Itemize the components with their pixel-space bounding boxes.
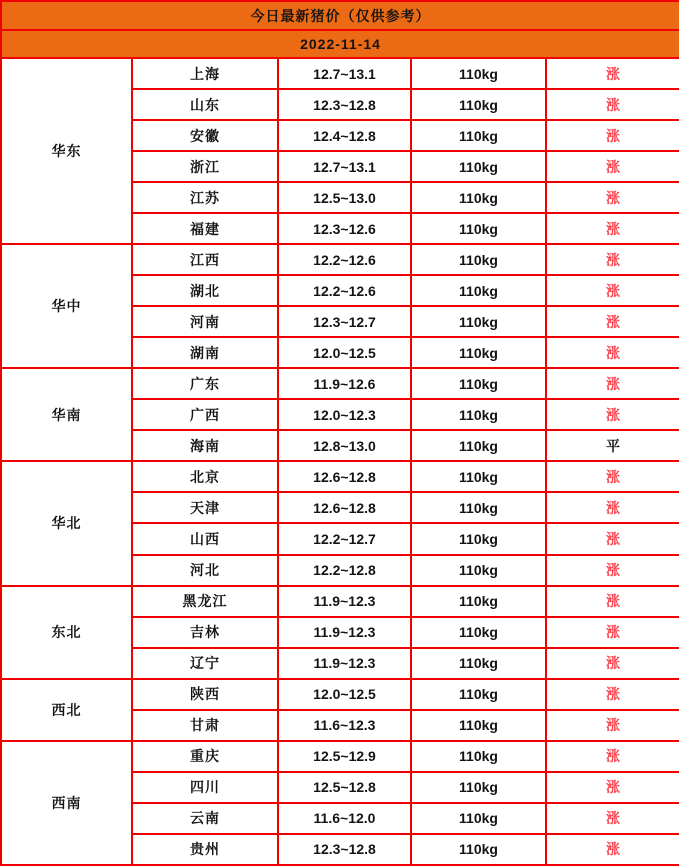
weight-cell: 110kg [411, 461, 546, 492]
province-cell: 江西 [132, 244, 278, 275]
price-range-cell: 12.0~12.5 [278, 337, 411, 368]
weight-cell: 110kg [411, 834, 546, 865]
weight-cell: 110kg [411, 399, 546, 430]
price-range-cell: 12.2~12.8 [278, 555, 411, 586]
trend-cell: 涨 [546, 368, 679, 399]
price-range-cell: 11.9~12.3 [278, 617, 411, 648]
trend-cell: 涨 [546, 120, 679, 151]
province-cell: 四川 [132, 772, 278, 803]
province-cell: 山西 [132, 523, 278, 554]
trend-cell: 涨 [546, 772, 679, 803]
price-range-cell: 12.3~12.6 [278, 213, 411, 244]
weight-cell: 110kg [411, 306, 546, 337]
price-range-cell: 12.4~12.8 [278, 120, 411, 151]
weight-cell: 110kg [411, 58, 546, 89]
trend-cell: 平 [546, 430, 679, 461]
province-cell: 上海 [132, 58, 278, 89]
province-cell: 辽宁 [132, 648, 278, 679]
province-cell: 广西 [132, 399, 278, 430]
table-row [1, 461, 679, 492]
price-range-cell: 12.7~13.1 [278, 58, 411, 89]
province-cell: 贵州 [132, 834, 278, 865]
trend-cell: 涨 [546, 741, 679, 772]
weight-cell: 110kg [411, 182, 546, 213]
trend-cell: 涨 [546, 523, 679, 554]
province-cell: 吉林 [132, 617, 278, 648]
price-range-cell: 11.9~12.6 [278, 368, 411, 399]
province-cell: 河南 [132, 306, 278, 337]
price-range-cell: 11.6~12.3 [278, 710, 411, 741]
region-cell: 华中 [1, 244, 132, 368]
province-cell: 福建 [132, 213, 278, 244]
price-range-cell: 12.6~12.8 [278, 461, 411, 492]
trend-cell: 涨 [546, 586, 679, 617]
price-range-cell: 12.3~12.8 [278, 834, 411, 865]
price-range-cell: 12.3~12.8 [278, 89, 411, 120]
price-range-cell: 12.5~12.9 [278, 741, 411, 772]
table-row [1, 586, 679, 617]
title-row [1, 1, 679, 30]
table-row [1, 741, 679, 772]
province-cell: 湖北 [132, 275, 278, 306]
weight-cell: 110kg [411, 337, 546, 368]
weight-cell: 110kg [411, 679, 546, 710]
trend-cell: 涨 [546, 306, 679, 337]
weight-cell: 110kg [411, 151, 546, 182]
trend-cell: 涨 [546, 399, 679, 430]
date-row [1, 30, 679, 58]
province-cell: 安徽 [132, 120, 278, 151]
price-range-cell: 12.5~13.0 [278, 182, 411, 213]
region-cell: 西南 [1, 741, 132, 865]
weight-cell: 110kg [411, 430, 546, 461]
price-range-cell: 11.9~12.3 [278, 586, 411, 617]
weight-cell: 110kg [411, 741, 546, 772]
weight-cell: 110kg [411, 555, 546, 586]
price-range-cell: 12.6~12.8 [278, 492, 411, 523]
price-range-cell: 12.7~13.1 [278, 151, 411, 182]
price-range-cell: 12.8~13.0 [278, 430, 411, 461]
trend-cell: 涨 [546, 648, 679, 679]
trend-cell: 涨 [546, 244, 679, 275]
province-cell: 江苏 [132, 182, 278, 213]
province-cell: 云南 [132, 803, 278, 834]
weight-cell: 110kg [411, 523, 546, 554]
price-range-cell: 12.0~12.3 [278, 399, 411, 430]
weight-cell: 110kg [411, 772, 546, 803]
date-label: 2022-11-14 [1, 30, 679, 58]
province-cell: 天津 [132, 492, 278, 523]
province-cell: 浙江 [132, 151, 278, 182]
weight-cell: 110kg [411, 120, 546, 151]
table-row [1, 244, 679, 275]
trend-cell: 涨 [546, 275, 679, 306]
trend-cell: 涨 [546, 337, 679, 368]
province-cell: 河北 [132, 555, 278, 586]
province-cell: 广东 [132, 368, 278, 399]
trend-cell: 涨 [546, 151, 679, 182]
price-table-body [1, 58, 679, 865]
trend-cell: 涨 [546, 182, 679, 213]
weight-cell: 110kg [411, 244, 546, 275]
trend-cell: 涨 [546, 89, 679, 120]
weight-cell: 110kg [411, 803, 546, 834]
region-cell: 华东 [1, 58, 132, 244]
weight-cell: 110kg [411, 213, 546, 244]
price-range-cell: 12.2~12.7 [278, 523, 411, 554]
trend-cell: 涨 [546, 617, 679, 648]
province-cell: 重庆 [132, 741, 278, 772]
weight-cell: 110kg [411, 710, 546, 741]
price-range-cell: 11.9~12.3 [278, 648, 411, 679]
table-row [1, 58, 679, 89]
trend-cell: 涨 [546, 710, 679, 741]
weight-cell: 110kg [411, 275, 546, 306]
region-cell: 华北 [1, 461, 132, 585]
weight-cell: 110kg [411, 648, 546, 679]
province-cell: 陕西 [132, 679, 278, 710]
region-cell: 东北 [1, 586, 132, 679]
price-range-cell: 12.5~12.8 [278, 772, 411, 803]
price-range-cell: 12.2~12.6 [278, 275, 411, 306]
price-range-cell: 11.6~12.0 [278, 803, 411, 834]
trend-cell: 涨 [546, 834, 679, 865]
trend-cell: 涨 [546, 213, 679, 244]
price-range-cell: 12.0~12.5 [278, 679, 411, 710]
region-cell: 华南 [1, 368, 132, 461]
weight-cell: 110kg [411, 586, 546, 617]
trend-cell: 涨 [546, 492, 679, 523]
province-cell: 海南 [132, 430, 278, 461]
weight-cell: 110kg [411, 492, 546, 523]
price-range-cell: 12.2~12.6 [278, 244, 411, 275]
province-cell: 甘肃 [132, 710, 278, 741]
trend-cell: 涨 [546, 679, 679, 710]
weight-cell: 110kg [411, 89, 546, 120]
province-cell: 湖南 [132, 337, 278, 368]
province-cell: 山东 [132, 89, 278, 120]
page-title: 今日最新猪价（仅供参考） [1, 1, 679, 30]
province-cell: 黑龙江 [132, 586, 278, 617]
weight-cell: 110kg [411, 368, 546, 399]
table-row [1, 679, 679, 710]
table-row [1, 368, 679, 399]
weight-cell: 110kg [411, 617, 546, 648]
trend-cell: 涨 [546, 555, 679, 586]
region-cell: 西北 [1, 679, 132, 741]
province-cell: 北京 [132, 461, 278, 492]
price-range-cell: 12.3~12.7 [278, 306, 411, 337]
trend-cell: 涨 [546, 461, 679, 492]
trend-cell: 涨 [546, 58, 679, 89]
trend-cell: 涨 [546, 803, 679, 834]
